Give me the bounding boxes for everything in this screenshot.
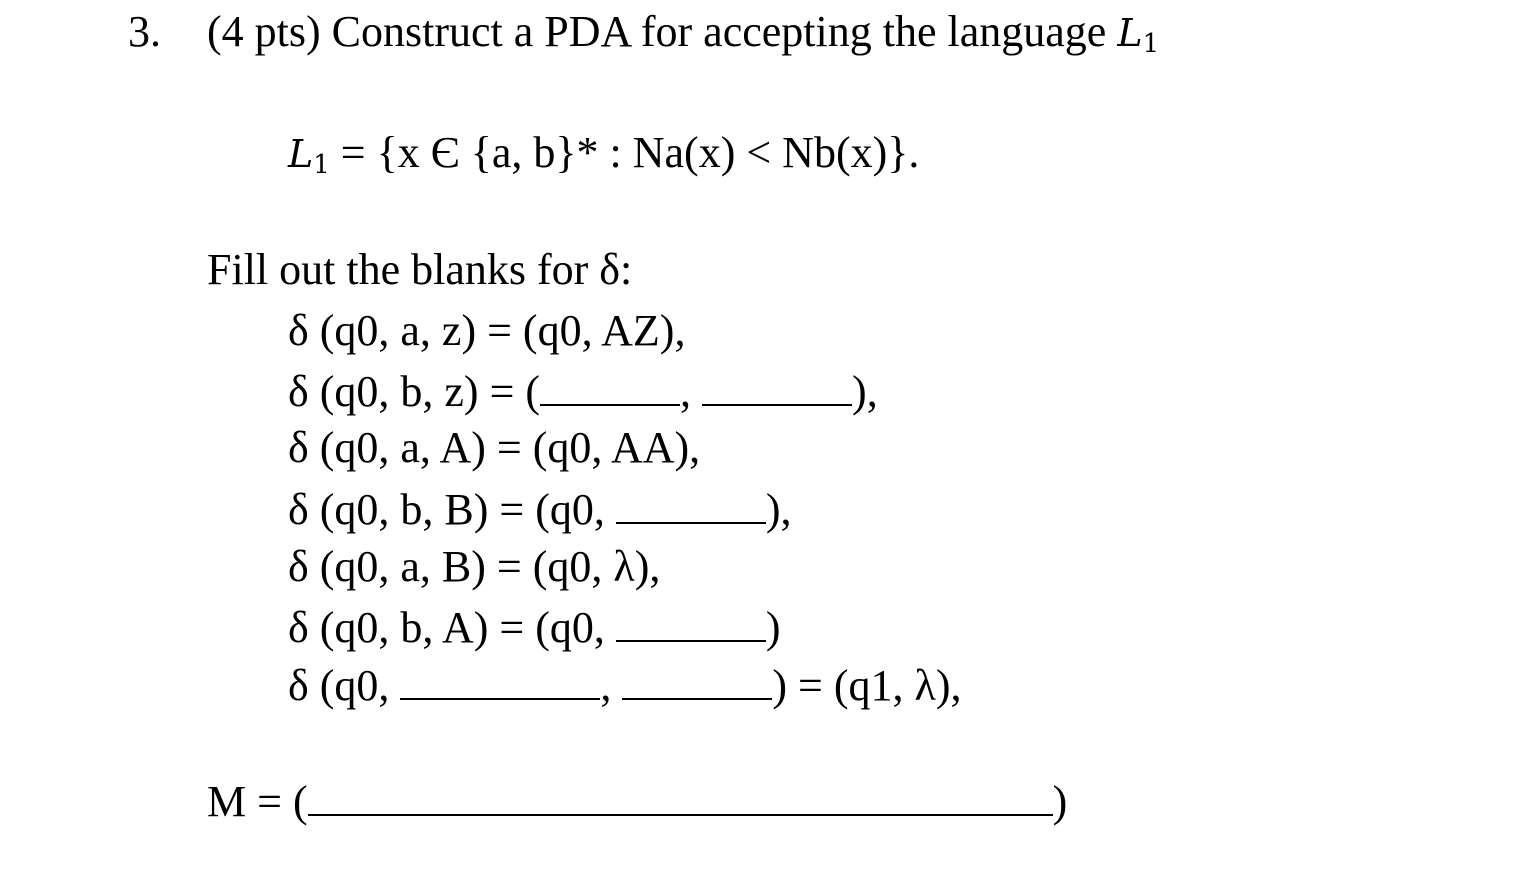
machine-prefix: M = ( [207, 777, 308, 826]
transition-text: δ (q0, b, B) = (q0, [288, 485, 616, 534]
transition-row-3 [288, 423, 701, 472]
transition-text: δ (q0, a, z) = (q0, AZ), [288, 306, 686, 355]
transition-text: δ (q0, b, A) = (q0, [288, 603, 616, 652]
language-def-body: = {x Є {a, b}* : Na(x) < Nb(x)}. [329, 128, 920, 177]
transition-text: δ (q0, b, z) = ( [288, 367, 541, 416]
transition-end: ), [852, 367, 878, 416]
blank-input[interactable] [400, 662, 600, 700]
blank-stack[interactable] [616, 486, 766, 524]
transition-end: ) = (q1, λ), [772, 661, 962, 710]
transition-row-1 [288, 306, 686, 355]
machine-definition [207, 778, 1067, 824]
fill-heading: Fill out the blanks for δ: [207, 245, 633, 294]
question-text: (4 pts) Construct a PDA for accepting the language [207, 7, 1107, 56]
transition-separator: , [600, 661, 623, 710]
transition-text: δ (q0, a, A) = (q0, AA), [288, 423, 701, 472]
blank-stack[interactable] [702, 368, 852, 406]
question-number: 3. [128, 7, 161, 56]
blank-stack[interactable] [616, 604, 766, 642]
blank-stack[interactable] [622, 662, 772, 700]
blank-state[interactable] [540, 368, 680, 406]
question-prompt [207, 7, 1160, 59]
language-def-symbol: L [288, 132, 314, 176]
language-def-subscript: 1 [313, 150, 330, 180]
language-subscript: 1 [1142, 29, 1160, 59]
blank-machine-tuple[interactable] [308, 778, 1053, 816]
transition-row-7 [288, 662, 962, 708]
transition-text: δ (q0, a, B) = (q0, λ), [288, 542, 661, 591]
transition-row-6 [288, 604, 781, 650]
language-symbol: L [1117, 11, 1143, 55]
transition-text: δ (q0, [288, 661, 401, 710]
machine-suffix: ) [1052, 777, 1068, 826]
transition-separator: , [680, 367, 703, 416]
transition-row-5 [288, 542, 661, 591]
transition-end: ) [765, 603, 781, 652]
language-definition [288, 128, 920, 180]
transition-end: ), [765, 485, 792, 534]
transition-row-4 [288, 486, 792, 532]
transition-row-2 [288, 368, 878, 414]
